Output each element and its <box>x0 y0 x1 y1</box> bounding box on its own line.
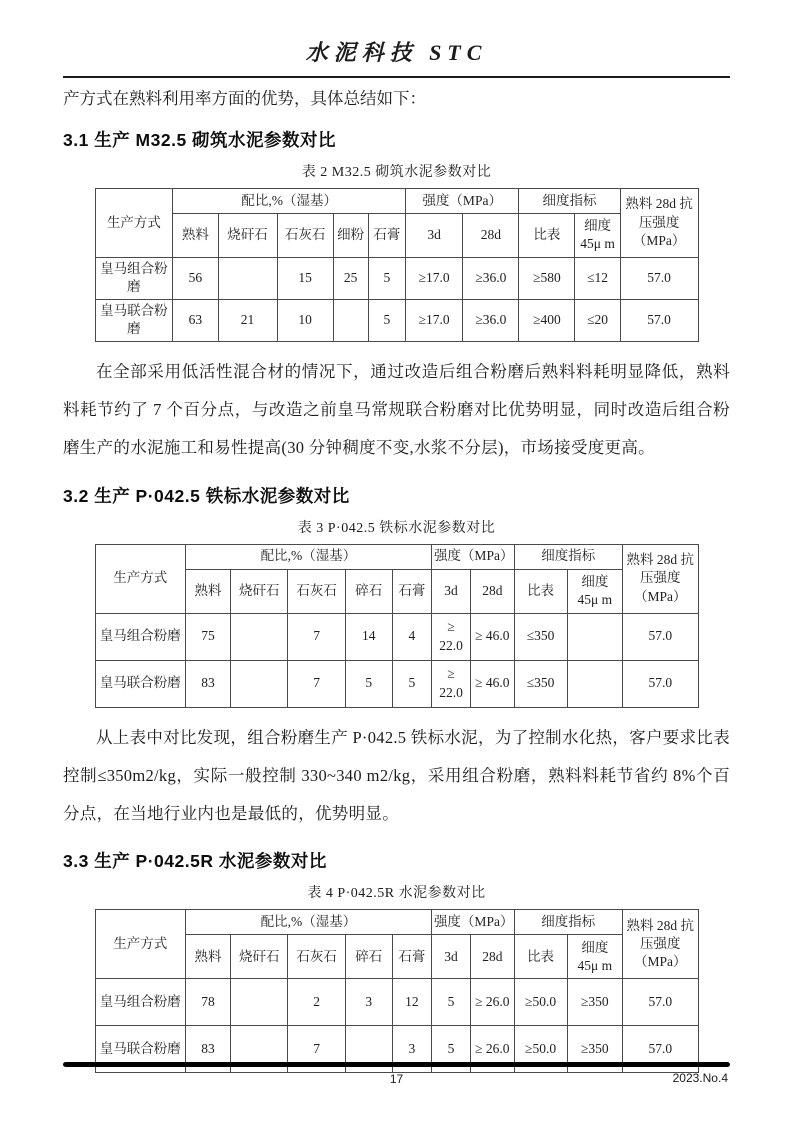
row-label: 皇马组合粉磨 <box>95 613 185 660</box>
table-row <box>95 935 698 979</box>
data-cell: 5 <box>368 299 405 341</box>
data-cell: 2 <box>288 979 345 1026</box>
data-cell: 5 <box>345 660 392 707</box>
intro-text: 产方式在熟料利用率方面的优势，具体总结如下： <box>63 89 426 108</box>
data-cell: 7 <box>288 660 345 707</box>
data-cell: 57.0 <box>620 299 698 341</box>
header-cell: 配比,%（湿基） <box>173 188 406 213</box>
data-cell: 63 <box>173 299 218 341</box>
data-cell <box>231 613 288 660</box>
data-cell: ≥50.0 <box>514 1026 567 1073</box>
header-cell: 28d <box>471 569 514 613</box>
data-cell: 4 <box>392 613 431 660</box>
data-cell: 3 <box>345 979 392 1026</box>
header-divider <box>63 76 730 78</box>
header-cell: 熟料 <box>185 569 230 613</box>
data-cell <box>333 299 368 341</box>
header-cell: 28d <box>463 213 519 257</box>
data-cell <box>231 979 288 1026</box>
data-cell: ≥36.0 <box>463 257 519 299</box>
data-cell: 83 <box>185 1026 230 1073</box>
header-cell: 石膏 <box>392 935 431 979</box>
footer-divider <box>63 1062 730 1067</box>
issue-label: 2023.No.4 <box>672 1071 728 1085</box>
data-cell: ≤350 <box>514 613 567 660</box>
table-row <box>95 213 698 257</box>
data-cell: 5 <box>368 257 405 299</box>
data-cell: 83 <box>185 660 230 707</box>
body-paragraph: 从上表中对比发现，组合粉磨生产 P·042.5 铁标水泥，为了控制水化热，客户要求比表控制≤350m2/kg，实际一般控制 330~340 m2/kg，采用组合粉磨，熟料料耗节省约 8%个百分点，在当地行业内也是最低的，优势明显。 <box>63 727 730 824</box>
header-cell: 3d <box>431 935 470 979</box>
table-3 <box>95 544 699 708</box>
header-cell: 石灰石 <box>277 213 333 257</box>
table-row <box>95 613 698 660</box>
header-cell: 配比,%（湿基） <box>185 910 431 935</box>
header-cell: 熟料 <box>185 935 230 979</box>
body-paragraph: 在全部采用低活性混合材的情况下，通过改造后组合粉磨后熟料料耗明显降低，熟料料耗节约了 7 个百分点，与改造之前皇马常规联合粉磨对比优势明显，同时改造后组合粉磨生产的水泥施工和易性提高(30 分钟稠度不变,水浆不分层)，市场接受度更高。 <box>63 361 730 458</box>
table-row <box>95 569 698 613</box>
data-cell <box>231 660 288 707</box>
header-cell: 比表 <box>514 935 567 979</box>
header-cell: 碎石 <box>345 935 392 979</box>
row-label: 皇马联合粉磨 <box>95 1026 185 1073</box>
section-heading-3-3: 3.3 生产 P·042.5R 水泥参数对比 <box>63 851 327 872</box>
data-cell: 25 <box>333 257 368 299</box>
data-cell: 3 <box>392 1026 431 1073</box>
section-heading-3-2: 3.2 生产 P·042.5 铁标水泥参数对比 <box>63 485 350 506</box>
data-cell: ≥350 <box>567 979 622 1026</box>
data-cell: 14 <box>345 613 392 660</box>
data-cell: 5 <box>431 1026 470 1073</box>
data-cell: ≥ 46.0 <box>471 613 514 660</box>
data-cell: 5 <box>392 660 431 707</box>
data-cell: ≥ 46.0 <box>471 660 514 707</box>
data-cell: ≥ 22.0 <box>431 660 470 707</box>
row-label: 皇马组合粉磨 <box>95 979 185 1026</box>
data-cell: 12 <box>392 979 431 1026</box>
header-cell: 熟料 28d 抗压强度（MPa） <box>623 544 698 613</box>
data-cell: ≥36.0 <box>463 299 519 341</box>
data-cell <box>567 660 622 707</box>
row-label: 皇马组合粉磨 <box>95 257 173 299</box>
table-row <box>95 299 698 341</box>
table-row <box>95 544 698 569</box>
data-cell: ≥400 <box>519 299 575 341</box>
table-row <box>95 188 698 213</box>
data-cell <box>218 257 277 299</box>
journal-title: 水泥科技 STC <box>305 40 488 65</box>
header-cell: 碎石 <box>345 569 392 613</box>
header-cell: 生产方式 <box>95 188 173 257</box>
header-cell: 石膏 <box>368 213 405 257</box>
data-cell: ≥ 26.0 <box>471 1026 514 1073</box>
table-row <box>95 257 698 299</box>
data-cell: ≥17.0 <box>406 299 463 341</box>
header-cell: 3d <box>406 213 463 257</box>
data-cell: 15 <box>277 257 333 299</box>
data-cell: 5 <box>431 979 470 1026</box>
data-cell: 21 <box>218 299 277 341</box>
table-row <box>95 910 698 935</box>
data-cell: 75 <box>185 613 230 660</box>
header-cell: 强度（MPa） <box>431 544 514 569</box>
header-cell: 石灰石 <box>288 935 345 979</box>
header-cell: 细度指标 <box>514 544 623 569</box>
data-cell: 57.0 <box>623 979 698 1026</box>
data-cell <box>567 613 622 660</box>
table-4-caption: 表 4 P·042.5R 水泥参数对比 <box>307 886 486 902</box>
page-footer <box>63 1062 730 1086</box>
header-cell: 细粉 <box>333 213 368 257</box>
table-row <box>95 979 698 1026</box>
section-heading-3-1: 3.1 生产 M32.5 砌筑水泥参数对比 <box>63 129 337 150</box>
row-label: 皇马联合粉磨 <box>95 299 173 341</box>
data-cell: 7 <box>288 613 345 660</box>
header-cell: 强度（MPa） <box>431 910 514 935</box>
data-cell: ≥ 22.0 <box>431 613 470 660</box>
header-cell: 石膏 <box>392 569 431 613</box>
header-cell: 28d <box>471 935 514 979</box>
header-cell: 烧矸石 <box>231 569 288 613</box>
header-cell: 强度（MPa） <box>406 188 519 213</box>
data-cell: 57.0 <box>623 1026 698 1073</box>
data-cell: ≤12 <box>575 257 620 299</box>
table-row <box>95 660 698 707</box>
data-cell: ≥580 <box>519 257 575 299</box>
header-cell: 熟料 <box>173 213 218 257</box>
header-cell: 生产方式 <box>95 910 185 979</box>
data-cell: 57.0 <box>623 660 698 707</box>
header-cell: 细度指标 <box>514 910 623 935</box>
table-2 <box>95 188 699 342</box>
data-cell: ≤20 <box>575 299 620 341</box>
row-label: 皇马联合粉磨 <box>95 660 185 707</box>
header-cell: 比表 <box>519 213 575 257</box>
header-cell: 熟料 28d 抗压强度（MPa） <box>620 188 698 257</box>
data-cell: 56 <box>173 257 218 299</box>
header-cell: 石灰石 <box>288 569 345 613</box>
header-cell: 3d <box>431 569 470 613</box>
header-cell: 细度 45μ m <box>567 569 622 613</box>
header-cell: 配比,%（湿基） <box>185 544 431 569</box>
data-cell: ≥ 26.0 <box>471 979 514 1026</box>
data-cell: 78 <box>185 979 230 1026</box>
page-number: 17 <box>389 1072 404 1086</box>
data-cell: 10 <box>277 299 333 341</box>
data-cell: 7 <box>288 1026 345 1073</box>
header-cell: 比表 <box>514 569 567 613</box>
data-cell: ≥17.0 <box>406 257 463 299</box>
table-4 <box>95 909 699 1073</box>
table-3-caption: 表 3 P·042.5 铁标水泥参数对比 <box>297 520 496 536</box>
header-cell: 细度指标 <box>519 188 620 213</box>
data-cell: ≥50.0 <box>514 979 567 1026</box>
data-cell: 57.0 <box>620 257 698 299</box>
header-cell: 烧矸石 <box>218 213 277 257</box>
header-cell: 细度 45μ m <box>575 213 620 257</box>
data-cell: 57.0 <box>623 613 698 660</box>
header-cell: 熟料 28d 抗压强度（MPa） <box>623 910 698 979</box>
header-cell: 烧矸石 <box>231 935 288 979</box>
data-cell: ≤350 <box>514 660 567 707</box>
table-2-caption: 表 2 M32.5 砌筑水泥参数对比 <box>301 164 492 180</box>
header-cell: 生产方式 <box>95 544 185 613</box>
data-cell: ≥350 <box>567 1026 622 1073</box>
header-cell: 细度 45μ m <box>567 935 622 979</box>
